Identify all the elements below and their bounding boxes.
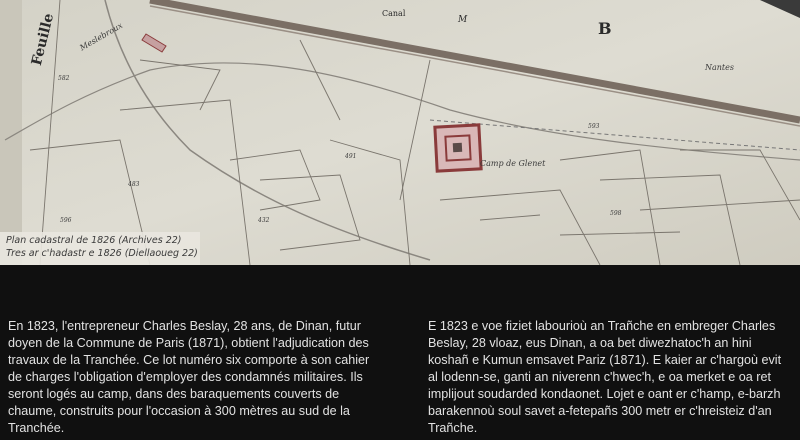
parcel-number-582: 582 xyxy=(58,75,70,82)
parcel-number-483: 483 xyxy=(128,181,140,188)
map-label-camp: Camp de Glenet xyxy=(480,159,546,168)
map-label-m: M xyxy=(458,15,468,25)
map-label-feuille: Feuille xyxy=(28,11,58,68)
parcel-number-596: 596 xyxy=(60,217,72,224)
caption-line-fr: Plan cadastral de 1826 (Archives 22) xyxy=(6,235,182,246)
map-label-meslebroux: Meslebroux xyxy=(78,20,125,53)
parcel-number-432: 432 xyxy=(258,217,270,224)
caption-line-br: Tres ar c'hadastr e 1826 (Diellaoueg 22) xyxy=(6,248,198,259)
text-breton: E 1823 e voe fiziet labourioù an Trañche en embreger Charles Beslay, 28 vloaz, eus Dinan, a oa bet diwezhatoc'h an hini koshañ e Kumun emsavet Pariz (1871). E kaier ar c'hargoù evit al lodenn-se, ganti an niverenn c'hwec'h, e oa merket e oa ret implijout soudarded kondaonet. Lojet e oant er c'hamp, e-barzh barakennoù soul savet a-fetepañs 300 metr er c'hreisteiz d'an Trañche. xyxy=(428,319,782,435)
parcel-number-598: 598 xyxy=(610,210,622,217)
text-french: En 1823, l'entrepreneur Charles Beslay, 28 ans, de Dinan, futur doyen de la Commune de Paris (1871), obtient l'adjudication des travaux de la Tranchée. Ce lot numéro six comporte à son cahier de charges l'obligation d'employer des condamnés militaires. Ils seront logés au camp, dans des baraquements couverts de chaume, construits pour l'occasion à 300 mètres au sud de la Tranchée. xyxy=(8,319,370,435)
parcel-number-491: 491 xyxy=(345,153,357,160)
map-label-canal: Canal xyxy=(382,9,406,18)
map-label-b: B xyxy=(598,19,612,38)
map-label-nantes: Nantes xyxy=(705,63,734,72)
parcel-number-593: 593 xyxy=(588,123,600,130)
map-caption xyxy=(0,232,200,265)
